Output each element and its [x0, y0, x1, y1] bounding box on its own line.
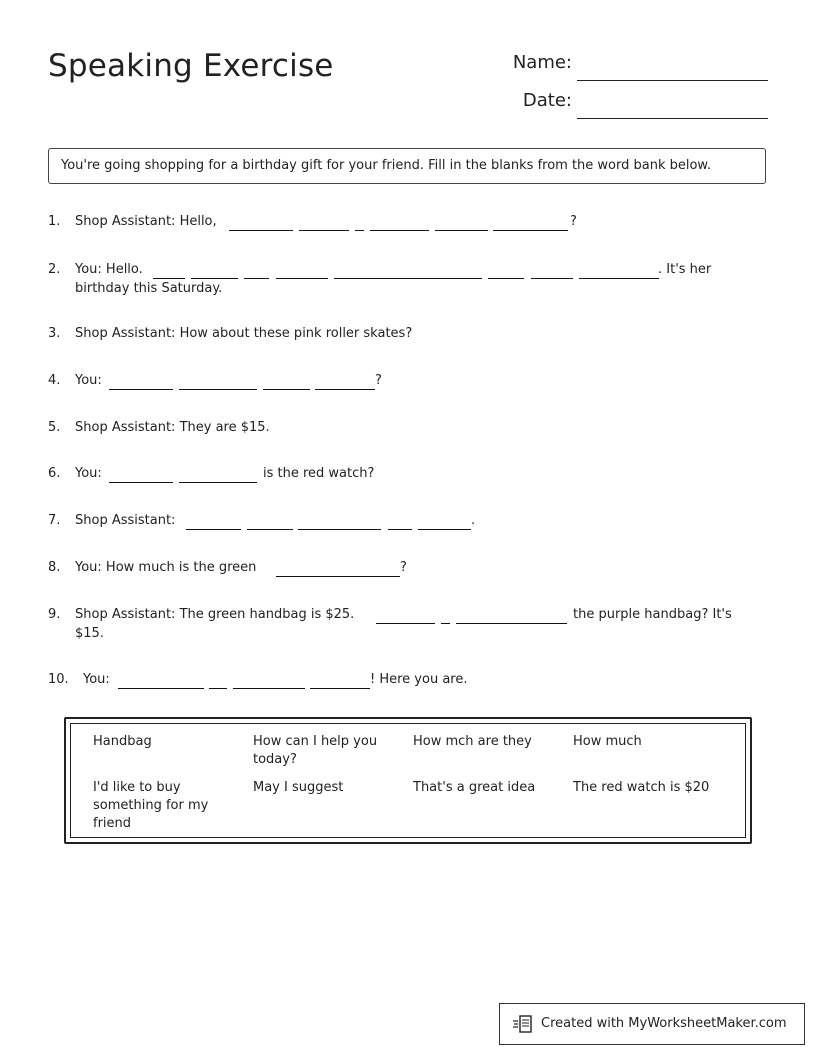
- blank[interactable]: [209, 688, 227, 689]
- question-text: Shop Assistant:: [75, 513, 176, 528]
- blank[interactable]: [109, 389, 173, 390]
- blank[interactable]: [388, 529, 412, 530]
- question-end: . It's her: [658, 262, 712, 277]
- blank[interactable]: [233, 688, 305, 689]
- question-end: ?: [400, 560, 407, 575]
- blank[interactable]: [488, 278, 524, 279]
- question-text: You:: [83, 672, 110, 687]
- blank[interactable]: [191, 278, 238, 279]
- blank[interactable]: [109, 482, 173, 483]
- question-text: Shop Assistant: Hello,: [75, 214, 217, 229]
- worksheet-maker-logo-icon: [512, 1013, 534, 1035]
- blank[interactable]: [579, 278, 659, 279]
- blank[interactable]: [334, 278, 482, 279]
- word-bank-item: Handbag: [93, 734, 152, 749]
- question-text: You: How much is the green: [75, 560, 257, 575]
- blank[interactable]: [531, 278, 573, 279]
- blank[interactable]: [299, 230, 349, 231]
- instructions-box: You're going shopping for a birthday gift for your friend. Fill in the blanks from the word bank below.: [48, 148, 766, 184]
- question-text: Shop Assistant: The green handbag is $25.: [75, 607, 355, 622]
- question-end: .: [471, 513, 476, 528]
- blank[interactable]: [493, 230, 568, 231]
- question-number: 10.: [48, 672, 69, 687]
- name-field[interactable]: [460, 52, 768, 82]
- question-number: 5.: [48, 420, 61, 435]
- question-number: 9.: [48, 607, 61, 622]
- blank[interactable]: [435, 230, 488, 231]
- blank[interactable]: [118, 688, 204, 689]
- date-label: Date:: [522, 90, 572, 111]
- question-10: [48, 672, 768, 692]
- question-end: ?: [570, 214, 577, 229]
- blank[interactable]: [186, 529, 241, 530]
- date-line[interactable]: [577, 118, 768, 119]
- question-5: [48, 420, 768, 440]
- question-number: 7.: [48, 513, 61, 528]
- question-7: [48, 513, 768, 533]
- question-1: [48, 214, 768, 234]
- question-number: 2.: [48, 262, 61, 277]
- question-9: [48, 607, 768, 647]
- name-line[interactable]: [577, 80, 768, 81]
- question-number: 1.: [48, 214, 61, 229]
- question-text: Shop Assistant: How about these pink roller skates?: [75, 326, 413, 341]
- blank[interactable]: [315, 389, 375, 390]
- word-bank-item: I'd like to buy something for my friend: [93, 780, 209, 831]
- blank[interactable]: [376, 623, 435, 624]
- question-2: [48, 262, 768, 302]
- blank[interactable]: [418, 529, 471, 530]
- date-field[interactable]: [460, 90, 768, 120]
- question-middle-text: is the red watch?: [263, 466, 375, 481]
- question-text: Shop Assistant: They are $15.: [75, 420, 270, 435]
- question-number: 4.: [48, 373, 61, 388]
- blank[interactable]: [276, 576, 400, 577]
- question-continued: $15.: [75, 626, 104, 641]
- blank[interactable]: [229, 230, 293, 231]
- question-4: [48, 373, 768, 393]
- question-text: You: Hello.: [75, 262, 143, 277]
- blank[interactable]: [370, 230, 429, 231]
- word-bank-item: How mch are they: [413, 734, 532, 749]
- blank[interactable]: [355, 230, 364, 231]
- word-bank-item: The red watch is $20: [573, 780, 710, 795]
- question-6: [48, 466, 768, 486]
- question-8: [48, 560, 768, 580]
- question-continued: birthday this Saturday.: [75, 281, 223, 296]
- footer-badge[interactable]: [499, 1003, 805, 1045]
- question-end: ?: [375, 373, 382, 388]
- question-text: You:: [75, 466, 102, 481]
- word-bank-item: How much: [573, 734, 642, 749]
- blank[interactable]: [244, 278, 269, 279]
- question-number: 8.: [48, 560, 61, 575]
- question-middle-text: the purple handbag? It's: [573, 607, 732, 622]
- blank[interactable]: [153, 278, 185, 279]
- blank[interactable]: [456, 623, 567, 624]
- blank[interactable]: [263, 389, 310, 390]
- blank[interactable]: [247, 529, 293, 530]
- word-bank-item: That's a great idea: [413, 780, 536, 795]
- question-end: ! Here you are.: [370, 672, 468, 687]
- blank[interactable]: [179, 482, 257, 483]
- question-number: 3.: [48, 326, 61, 341]
- blank[interactable]: [276, 278, 328, 279]
- blank[interactable]: [298, 529, 381, 530]
- question-number: 6.: [48, 466, 61, 481]
- footer-text: Created with MyWorksheetMaker.com: [541, 1016, 787, 1031]
- blank[interactable]: [179, 389, 257, 390]
- name-label: Name:: [512, 52, 572, 73]
- word-bank-item: How can I help you today?: [253, 734, 378, 767]
- word-bank: [64, 717, 752, 844]
- question-3: [48, 326, 768, 346]
- blank[interactable]: [441, 623, 450, 624]
- blank[interactable]: [310, 688, 370, 689]
- question-text: You:: [75, 373, 102, 388]
- word-bank-item: May I suggest: [253, 780, 344, 795]
- page-title: Speaking Exercise: [48, 48, 334, 84]
